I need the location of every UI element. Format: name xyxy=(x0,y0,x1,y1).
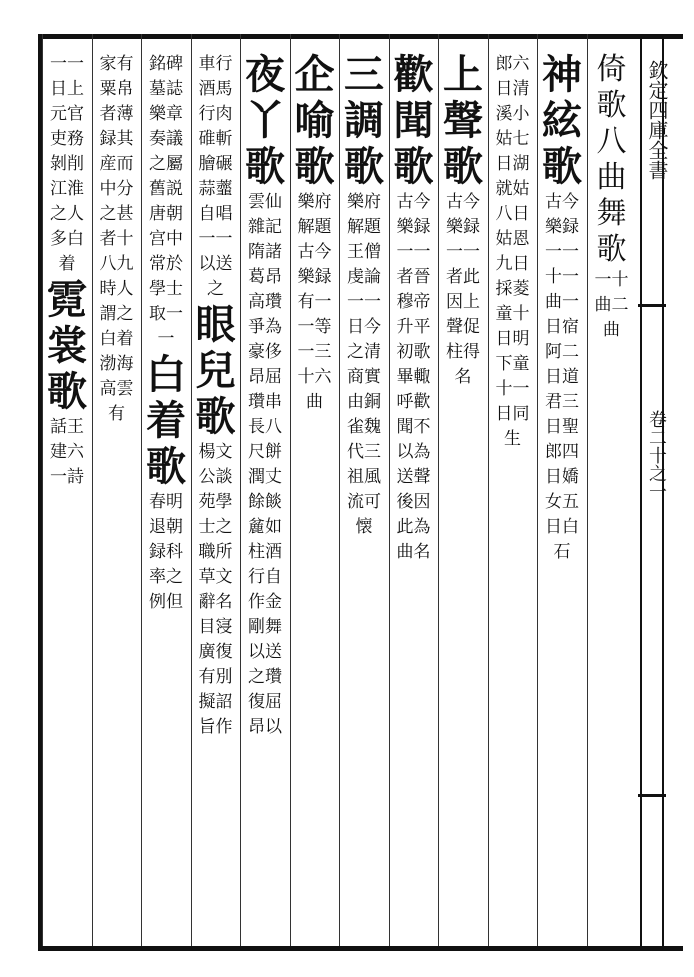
text-column xyxy=(293,52,337,932)
column-rule xyxy=(290,34,291,946)
column-heading-text: 歡聞歌 xyxy=(393,52,434,190)
column-note-text: 雲仙雜記隋諸葛昂高瓚爭為豪侈昂屈瓚串長八尺餅潤丈餘餤麄如柱酒行自作金剛舞以送之瓚復屈昂以 xyxy=(248,192,282,737)
text-column xyxy=(441,52,485,932)
column-heading-text: 企喻歌 xyxy=(294,52,335,190)
margin-volume-label: 卷二十之一 xyxy=(646,410,667,500)
column-heading-text: 上聲歌 xyxy=(443,52,483,190)
column-heading-text: 霓裳歌 xyxy=(47,276,87,415)
column-note-text: 春明退朝録科率之例但 xyxy=(149,492,183,612)
column-rule xyxy=(42,34,43,946)
column-note-text: 一十曲二曲 xyxy=(594,270,629,340)
column-rule xyxy=(537,34,538,946)
column-heading-text: 白着歌 xyxy=(146,351,186,490)
text-column xyxy=(392,52,436,932)
column-heading-text: 夜丫歌 xyxy=(245,52,285,190)
column-heading-text: 眼兒歌 xyxy=(195,301,236,440)
column-heading-text: 三調歌 xyxy=(344,52,384,190)
column-note-text: 話王建六一詩 xyxy=(50,417,84,487)
text-column xyxy=(491,52,535,932)
column-note-text: 古今樂録一一十一曲一日宿阿二日道君三日聖郎四日嬌女五日白石 xyxy=(545,192,579,562)
column-note-text: 樂府解題王僧虔論一一日今之清商實由銅雀魏代三祖風流可懐 xyxy=(347,192,381,537)
column-rule xyxy=(191,34,192,946)
column-note-text: 一一日上元官吏務剝削江淮之人多白着 xyxy=(50,54,84,274)
column-rule xyxy=(92,34,93,946)
column-rule xyxy=(587,34,588,946)
column-note-text: 樂府解題古今樂録有一一等一三十六曲 xyxy=(297,192,332,412)
margin-book-title: 欽定四庫全書 xyxy=(645,60,669,180)
text-column xyxy=(45,52,89,932)
column-note-text: 家有粟帛者薄録其産而中分之甚者十八九時人謂之白着渤海高雲有 xyxy=(99,54,134,424)
text-column xyxy=(194,52,238,932)
column-rule xyxy=(141,34,142,946)
column-rule xyxy=(389,34,390,946)
column-rule xyxy=(240,34,241,946)
column-note-text: 古今樂録一一者此因上聲促柱得名 xyxy=(446,192,480,387)
column-rule xyxy=(339,34,340,946)
text-column xyxy=(342,52,386,932)
text-column xyxy=(144,52,188,932)
column-note-text: 車行酒馬行肉碓斬膾碾蒜虀自唱一一以送之 xyxy=(198,54,233,299)
column-rule xyxy=(488,34,489,946)
text-column xyxy=(590,52,634,932)
text-column xyxy=(95,52,139,932)
column-heading-text: 神絃歌 xyxy=(542,52,582,190)
column-note-text: 古今樂録一一者晉穆帝升平初歌畢輙呼歡聞不以為送聲後因此為曲名 xyxy=(396,192,431,562)
column-rule xyxy=(438,34,439,946)
column-note-text: 郎六日清溪小姑七日湖就姑八日姑恩九日採菱童十日明下童十一日同生 xyxy=(495,54,530,449)
column-note-text: 楊文公談苑學士之職所草文辭名目寖廣復有別擬詔旨作 xyxy=(198,442,233,737)
text-column xyxy=(540,52,584,932)
column-heading-text: 倚歌八曲舞歌 xyxy=(596,52,627,267)
text-column xyxy=(243,52,287,932)
column-note-text: 銘碑墓誌樂章奏議之屬舊説唐朝宫中常於學士取一一 xyxy=(149,54,183,349)
